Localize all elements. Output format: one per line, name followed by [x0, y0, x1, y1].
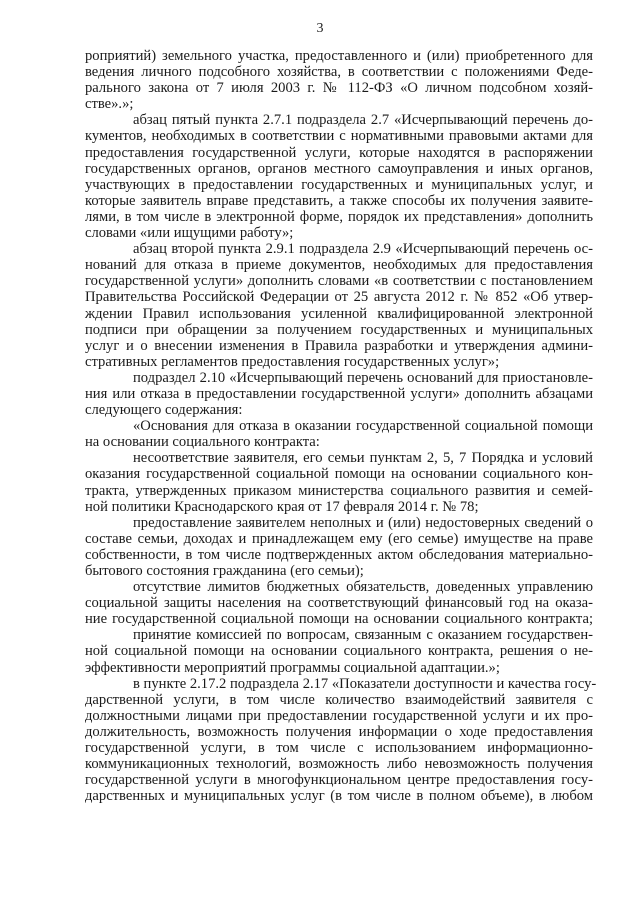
- text-line: социальной защиты населения на соответствующий финансовый год на оказа-: [85, 595, 593, 612]
- text-line: роприятий) земельного участка, предоставленного и (или) приобретенного для: [85, 48, 593, 64]
- text-line: собственности, в том числе подтвержденных актом обследования материально-: [85, 546, 593, 563]
- text-line: предоставление заявителем неполных и (или) недостоверных сведений о: [133, 514, 593, 531]
- text-line: ной политики Краснодарского края от 17 февраля 2014 г. № 78;: [85, 498, 479, 515]
- text-line: «Основания для отказа в оказании государственной социальной помощи: [133, 418, 593, 435]
- text-line: коммуникационных технологий, возможность либо невозможность получения: [85, 756, 593, 773]
- text-line: государственных органов, органов местного самоуправления и иных органов,: [85, 160, 593, 177]
- text-line: ведения личного подсобного хозяйства, в соответствии с положениями Феде-: [85, 64, 593, 81]
- text-line: оказания государственной социальной помощи на основании социального кон-: [85, 466, 593, 483]
- text-line: ждении Правил использования усиленной квалифицированной электронной: [85, 305, 593, 322]
- text-line: должительность, возможность получения информации о ходе предоставления: [85, 723, 593, 740]
- text-line: отсутствие лимитов бюджетных обязательств, доведенных управлению: [133, 579, 593, 596]
- text-line: дарственных и муниципальных услуг (в том числе в полном объеме), в любом: [85, 788, 593, 805]
- text-line: ной социальной помощи на основании социального контракта, решения о не-: [85, 643, 593, 660]
- text-line: ние государственной социальной помощи на основании социального контракта;: [85, 611, 593, 628]
- text-line: Правительства Российской Федерации от 25 августа 2012 г. № 852 «Об утвер-: [85, 289, 593, 306]
- text-line: участвующих в предоставлении государственных и муниципальных услуг, и: [85, 176, 593, 193]
- text-line: бытового состояния гражданина (его семьи);: [85, 563, 364, 579]
- text-line: государственной услуги в многофункциональном центре предоставления госу-: [85, 772, 593, 789]
- text-line: принятие комиссией по вопросам, связанным с оказанием государствен-: [133, 627, 593, 644]
- text-line: абзац второй пункта 2.9.1 подраздела 2.9 «Исчерпывающий перечень ос-: [133, 241, 593, 258]
- text-line: подписи при обращении за получением государственных и муниципальных: [85, 321, 593, 338]
- text-line: подраздел 2.10 «Исчерпывающий перечень оснований для приостановле-: [133, 369, 593, 386]
- document-body: [85, 48, 597, 805]
- text-line: должностными лицами при предоставлении государственной услуги и их про-: [85, 707, 593, 724]
- text-line: дарственной услуги, в том числе количество взаимодействий заявителя с: [85, 691, 593, 708]
- text-line: которые заявитель вправе представить, а также способы их получения заявите-: [85, 192, 593, 209]
- page-number: 3: [316, 21, 324, 36]
- text-line: лями, в том числе в электронной форме, порядок их представления» дополнить: [85, 208, 593, 225]
- text-line: несоответствие заявителя, его семьи пунктам 2, 5, 7 Порядка и условий: [133, 450, 593, 467]
- text-line: на основании социального контракта:: [85, 434, 320, 451]
- text-line: услуг и о внесении изменения в Правила разработки и утверждения админи-: [85, 337, 593, 354]
- text-line: словами «или ищущими работу»;: [85, 225, 294, 242]
- text-line: ния или отказа в предоставлении государственной услуги» дополнить абзацами: [85, 385, 593, 402]
- text-line: государственной услуги, в том числе с использованием информационно-: [85, 740, 593, 757]
- text-line: в пункте 2.17.2 подраздела 2.17 «Показатели доступности и качества госу-: [133, 675, 597, 692]
- text-line: следующего содержания:: [85, 402, 243, 419]
- text-line: тракта, утвержденных приказом министерства социального развития и семей-: [85, 482, 593, 499]
- text-line: эффективности мероприятий программы социальной адаптации.»;: [85, 659, 500, 676]
- text-line: рального закона от 7 июля 2003 г. № 112-ФЗ «О личном подсобном хозяй-: [85, 80, 593, 97]
- text-line: кументов, необходимых в соответствии с нормативными правовыми актами для: [85, 128, 593, 145]
- text-line: стве».»;: [85, 96, 134, 113]
- text-line: предоставления государственной услуги, которые находятся в распоряжении: [85, 144, 593, 161]
- text-line: абзац пятый пункта 2.7.1 подраздела 2.7 «Исчерпывающий перечень до-: [133, 112, 593, 129]
- text-line: нований для отказа в приеме документов, необходимых для предоставления: [85, 257, 593, 274]
- text-line: государственной услуги» дополнить словами «в соответствии с постановлением: [85, 273, 593, 290]
- text-line: стративных регламентов предоставления государственных услуг»;: [85, 353, 500, 370]
- text-line: составе семьи, доходах и принадлежащем ему (его семье) имуществе на праве: [85, 530, 593, 547]
